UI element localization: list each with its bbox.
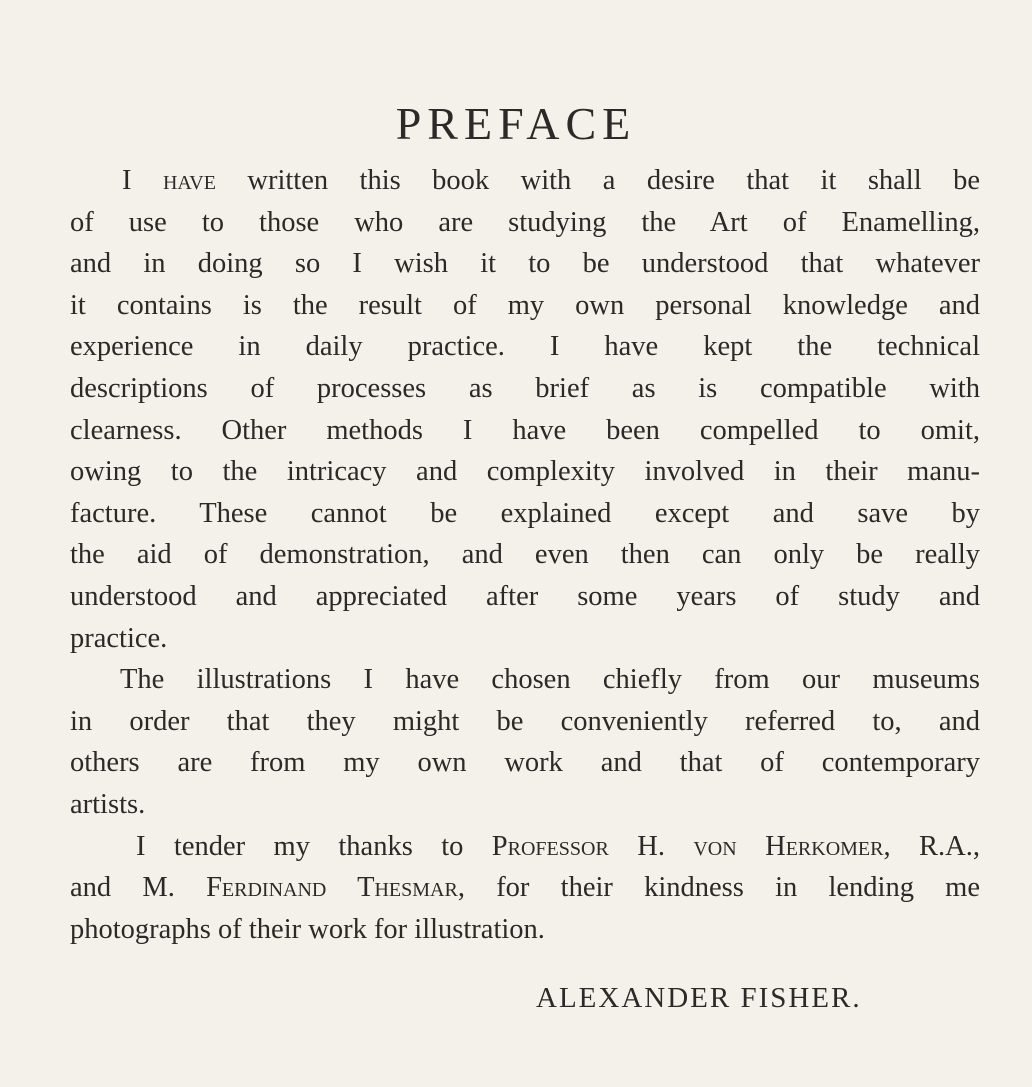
text-line [70, 326, 980, 368]
text-line [70, 867, 980, 909]
text-line [70, 160, 980, 202]
text-line [70, 618, 980, 660]
text-segment: in order that they might be conveniently referred to, and [70, 705, 980, 737]
text-line [70, 451, 980, 493]
text-segment: photographs of their work for illustration. [70, 913, 545, 945]
text-line [70, 576, 980, 618]
text-segment: owing to the intricacy and complexity involved in their manu- [70, 456, 980, 488]
text-segment: I tender my thanks to [136, 830, 492, 862]
text-line [70, 202, 980, 244]
page-title: PREFACE [395, 97, 637, 149]
text-segment: descriptions of processes as brief as is compatible with [70, 372, 980, 404]
text-segment: written this book with a desire that it shall be [215, 165, 980, 196]
text-segment: artists. [70, 788, 146, 820]
text-segment: facture. These cannot be explained except and save by [70, 497, 980, 529]
text-line [70, 368, 980, 410]
small-caps-text: Ferdinand Thesmar [206, 872, 458, 904]
text-segment: experience in daily practice. I have kept the technical [70, 331, 980, 363]
text-segment: of use to those who are studying the Art of Enamelling, [70, 206, 980, 238]
text-segment: The illustrations I have chosen chiefly from our museums [120, 664, 980, 696]
text-line [70, 909, 980, 951]
text-segment: clearness. Other methods I have been compelled to omit, [70, 414, 980, 446]
text-segment: practice. [70, 622, 168, 654]
text-segment: I [122, 165, 163, 196]
text-line [70, 410, 980, 452]
text-segment: understood and appreciated after some years of study and [70, 580, 980, 612]
text-segment: , for their kindness in lending me [457, 872, 981, 904]
text-line [70, 285, 980, 327]
text-segment: the aid of demonstration, and even then can only be really [70, 539, 980, 571]
text-segment: and in doing so I wish it to be understood that whatever [70, 248, 980, 280]
small-caps-text: Professor [491, 830, 609, 862]
preface-body [70, 160, 980, 950]
text-segment: H. [608, 830, 694, 862]
text-line [70, 826, 980, 868]
small-caps-text: have [162, 165, 216, 196]
text-line [70, 659, 980, 701]
small-caps-text: von Herkomer [693, 830, 884, 862]
text-line [70, 493, 980, 535]
text-line [70, 243, 980, 285]
text-segment: it contains is the result of my own personal knowledge and [70, 289, 980, 321]
text-segment: and M. [70, 872, 207, 904]
text-line [70, 701, 980, 743]
text-segment: , R.A., [883, 830, 980, 862]
text-line [70, 742, 980, 784]
author-signature: ALEXANDER FISHER. [536, 982, 862, 1014]
text-segment: others are from my own work and that of contemporary [70, 747, 980, 779]
text-line [70, 534, 980, 576]
text-line [70, 784, 980, 826]
